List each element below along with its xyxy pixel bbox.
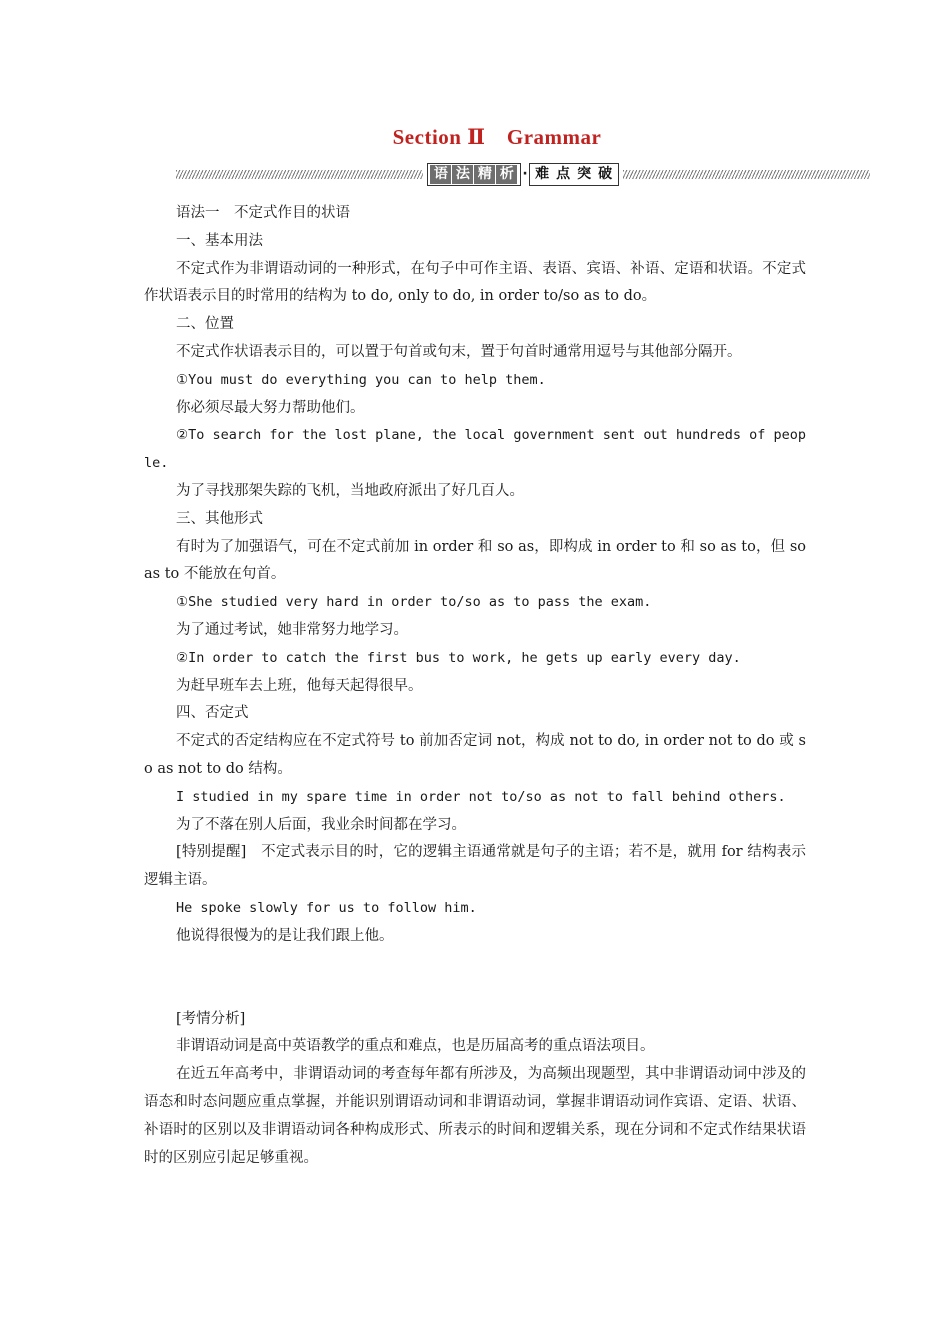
badge-difficulty-breakthrough [529, 163, 619, 186]
example-sentence: He spoke slowly for us to follow him. [176, 899, 477, 916]
badge-char: 析 [496, 165, 517, 184]
paragraph: 非谓语动词是高中英语教学的重点和难点，也是历届高考的重点语法项目。 [176, 1038, 655, 1055]
section-gap [144, 951, 806, 1006]
banner-hatch-right [623, 170, 870, 179]
badge-char: 点 [556, 165, 571, 182]
section-heading: [考情分析] [176, 1010, 246, 1027]
example-sentence: I studied in my spare time in order not to/so as not to fall behind others. [176, 788, 786, 805]
paragraph: 不定式作状语表示目的，可以置于句首或句末，置于句首时通常用逗号与其他部分隔开。 [176, 343, 742, 360]
paragraph: 不定式的否定结构应在不定式符号 to 前加否定词 not，构成 not to do, in order not to do 或 so as not to do 结构。 [144, 733, 806, 777]
section-banner [176, 164, 870, 184]
section-heading: 四、否定式 [176, 705, 249, 722]
section-heading: 一、基本用法 [176, 232, 263, 249]
paragraph: 有时为了加强语气，可在不定式前加 in order 和 so as，即构成 in order to 和 so as to，但 so as to 不能放在句首。 [144, 538, 806, 583]
paragraph: [特别提醒] 不定式表示目的时，它的逻辑主语通常就是句子的主语；若不是，就用 for 结构表示逻辑主语。 [144, 844, 806, 889]
paragraph: 为赶早班车去上班，他每天起得很早。 [176, 677, 423, 694]
grammar-section [144, 200, 806, 951]
badge-separator: · [522, 166, 528, 182]
banner-hatch-left [176, 170, 423, 179]
paragraph: 为了寻找那架失踪的飞机，当地政府派出了好几百人。 [176, 482, 524, 499]
example-sentence: ①She studied very hard in order to/so as to pass the exam. [176, 594, 652, 611]
example-sentence: ②In order to catch the first bus to work, he gets up early every day. [176, 649, 741, 666]
paragraph: 为了通过考试，她非常努力地学习。 [176, 621, 408, 638]
badge-char: 法 [452, 165, 473, 184]
badge-char: 突 [577, 165, 592, 182]
paragraph: 在近五年高考中，非谓语动词的考查每年都有所涉及，为高频出现题型，其中非谓语动词中涉及的语态和时态问题应重点掌握，并能识别谓语动词和非谓语动词，掌握非谓语动词作宾语、定语、状语、补语时的区别以及非谓语动词各种构成形式、所表示的时间和逻辑关系，现在分词和不定式作结果状语时的区别应引起足够重视。 [144, 1066, 806, 1166]
exam-analysis-section [144, 1006, 806, 1173]
badge-char: 语 [430, 165, 451, 184]
main-content [144, 200, 806, 1172]
badge-char: 破 [598, 165, 613, 182]
paragraph: 他说得很慢为的是让我们跟上他。 [176, 927, 394, 944]
badge-grammar-analysis [427, 163, 521, 186]
badge-char: 难 [535, 165, 550, 182]
paragraph: 为了不落在别人后面，我业余时间都在学习。 [176, 816, 466, 833]
section-title: Section Ⅱ Grammar [392, 125, 602, 149]
section-heading: 三、其他形式 [176, 510, 263, 527]
paragraph: 你必须尽最大努力帮助他们。 [176, 399, 365, 416]
section-heading: 语法一 不定式作目的状语 [176, 205, 350, 221]
badge-char: 精 [474, 165, 495, 184]
banner-badges [427, 163, 618, 186]
example-sentence: ①You must do everything you can to help them. [176, 371, 546, 388]
section-heading: 二、位置 [176, 316, 234, 333]
example-sentence: ②To search for the lost plane, the local government sent out hundreds of people. [144, 427, 806, 472]
paragraph: 不定式作为非谓语动词的一种形式，在句子中可作主语、表语、宾语、补语、定语和状语。不定式作状语表示目的时常用的结构为 to do, only to do, in order to/so as to do。 [144, 260, 806, 305]
